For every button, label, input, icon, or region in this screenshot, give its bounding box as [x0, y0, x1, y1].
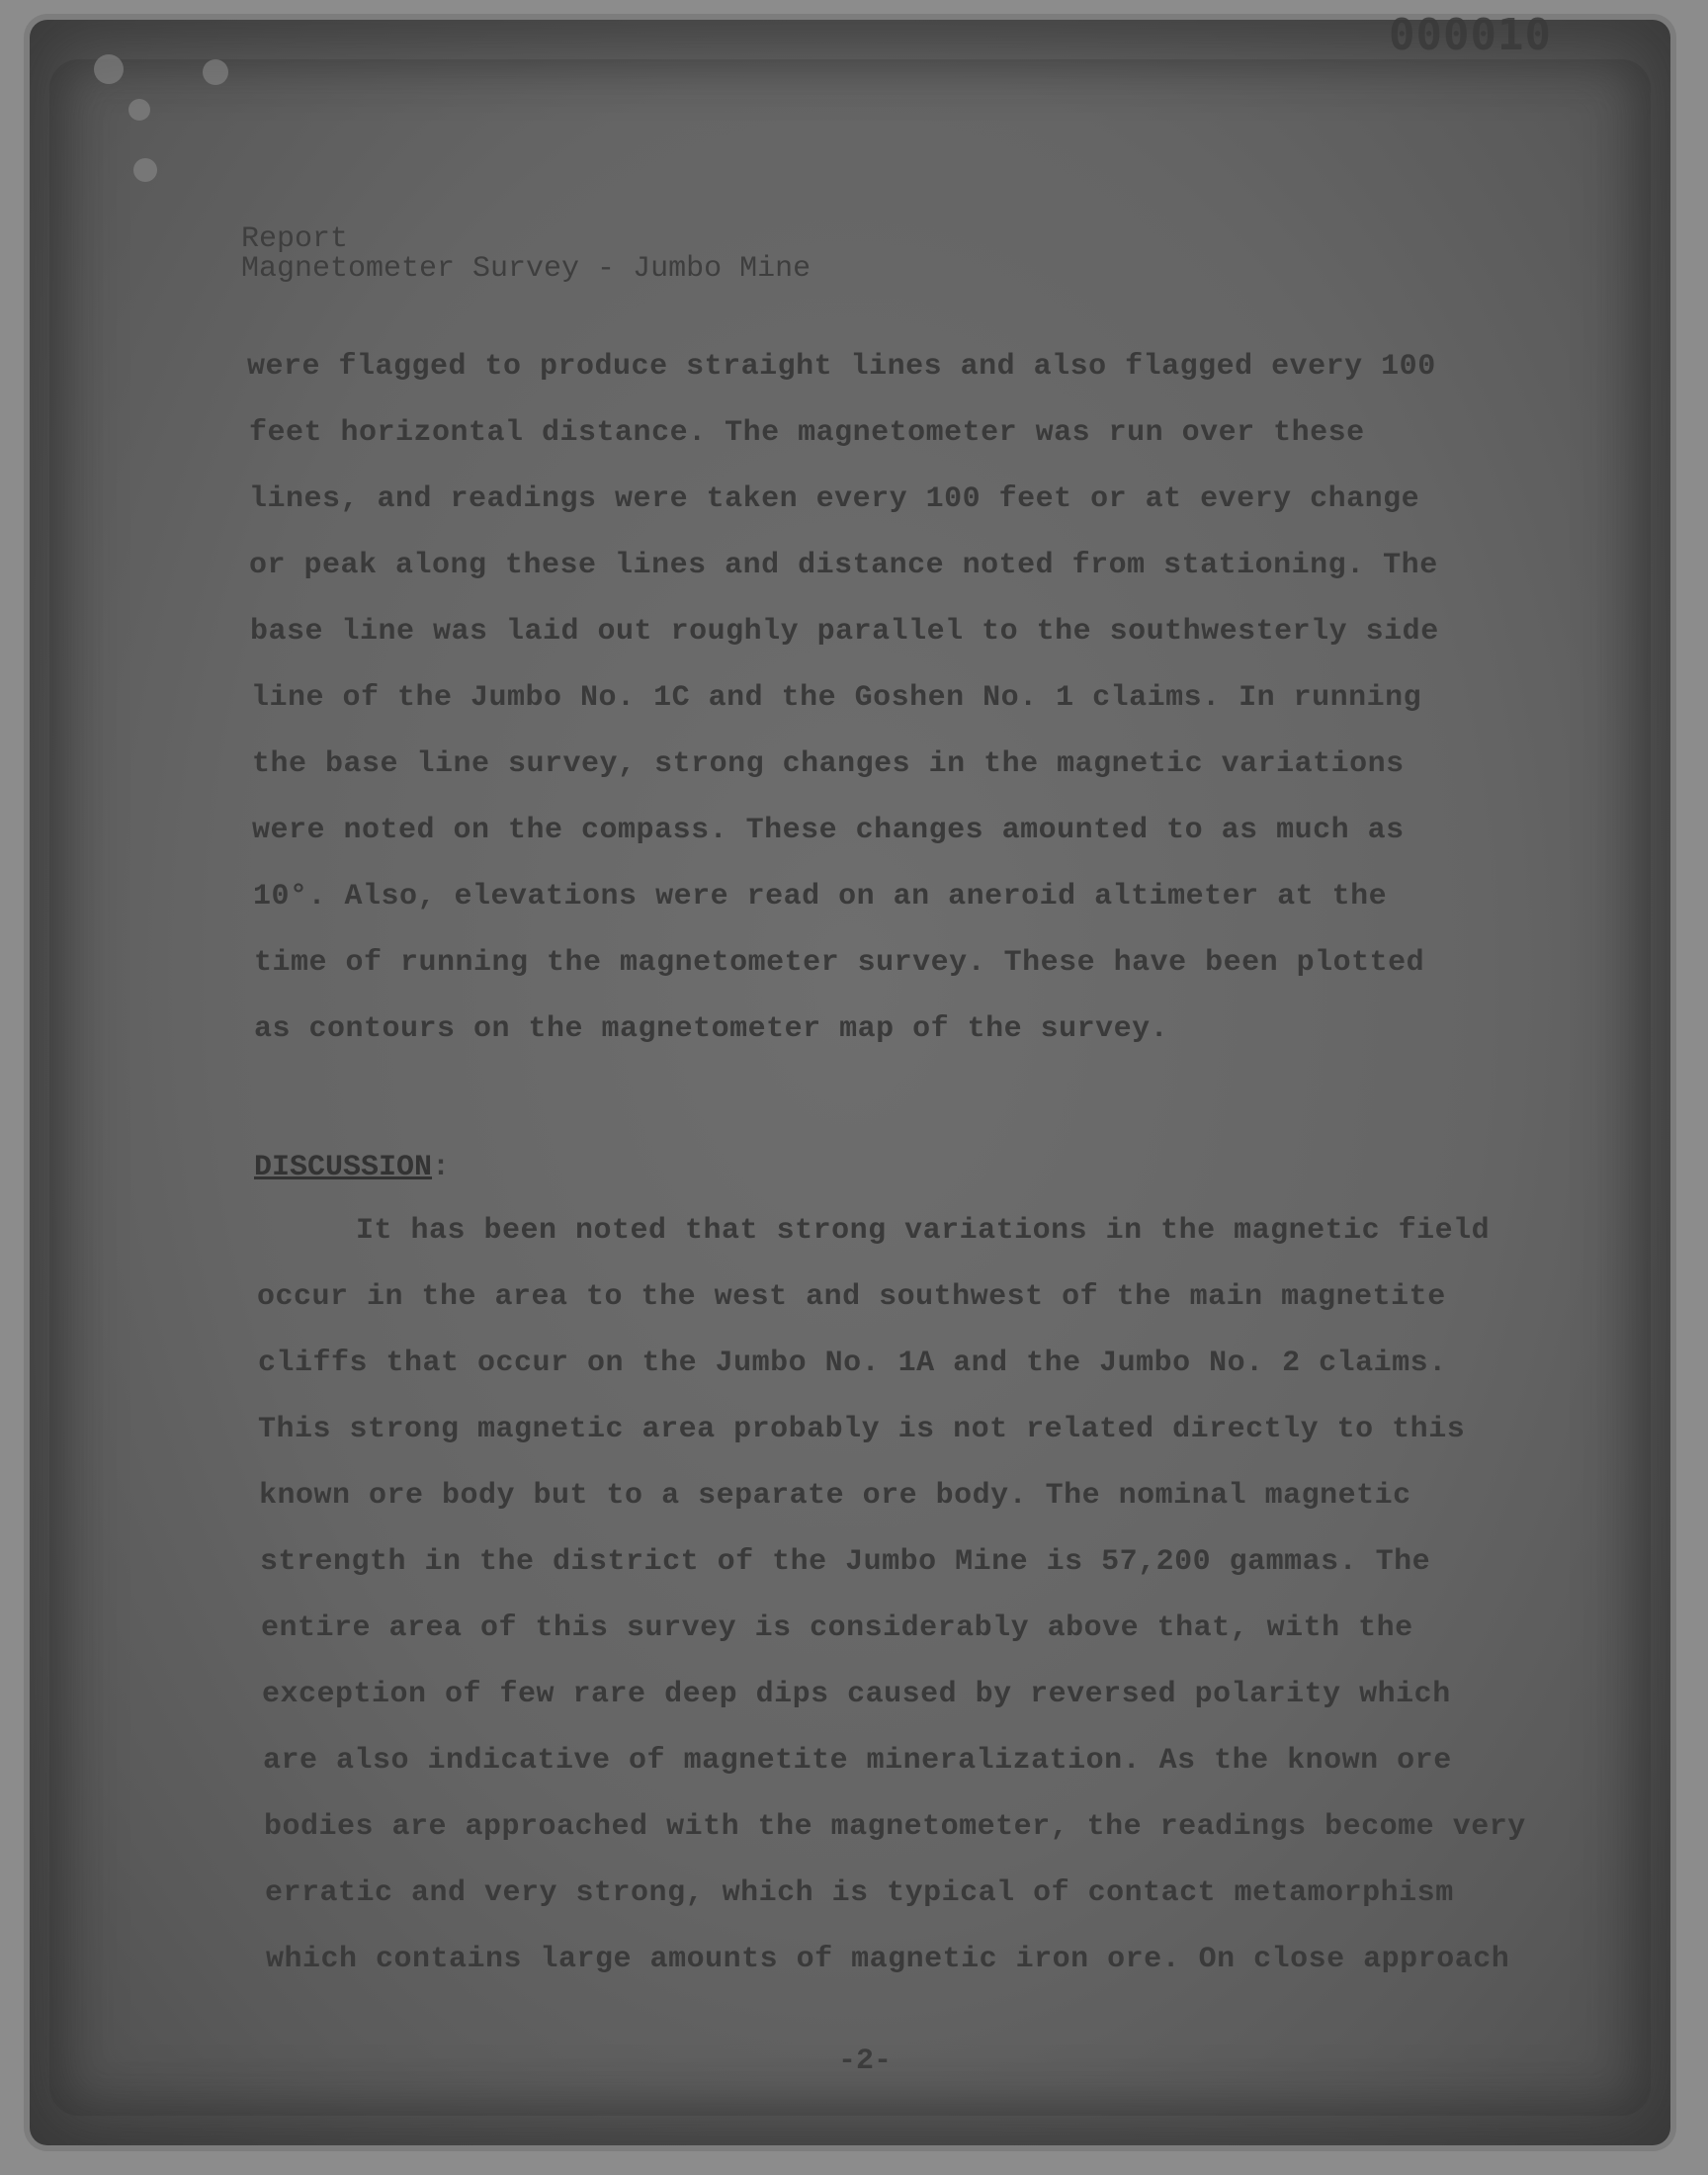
text-line: It has been noted that strong variations in the magnetic field [356, 1214, 1491, 1248]
text-line: feet horizontal distance. The magnetometer was run over these [249, 416, 1365, 450]
text-line: base line was laid out roughly parallel to the southwesterly side [250, 615, 1439, 649]
text-line: the base line survey, strong changes in the magnetic variations [252, 747, 1405, 781]
text-line: time of running the magnetometer survey. These have been plotted [254, 946, 1425, 980]
report-label: Report [241, 222, 349, 256]
text-line: are also indicative of magnetite mineralization. As the known ore [263, 1744, 1452, 1778]
stain-mark [94, 54, 124, 84]
document-stamp-number: 000010 [1389, 10, 1552, 60]
text-line: strength in the district of the Jumbo Mine is 57,200 gammas. The [260, 1545, 1431, 1579]
text-line: entire area of this survey is considerably above that, with the [261, 1611, 1413, 1645]
text-line: bodies are approached with the magnetometer, the readings become very [264, 1810, 1526, 1844]
text-line: were flagged to produce straight lines and also flagged every 100 [247, 350, 1436, 384]
stain-mark [128, 99, 150, 121]
text-line: known ore body but to a separate ore body. The nominal magnetic [259, 1479, 1411, 1513]
text-line: 10°. Also, elevations were read on an aneroid altimeter at the [253, 880, 1388, 914]
text-line: were noted on the compass. These changes amounted to as much as [252, 814, 1405, 847]
text-line: line of the Jumbo No. 1C and the Goshen No. 1 claims. In running [251, 681, 1422, 715]
stain-mark [203, 59, 228, 85]
text-line: exception of few rare deep dips caused by reversed polarity which [262, 1678, 1451, 1711]
text-line: lines, and readings were taken every 100 feet or at every change [249, 482, 1420, 516]
discussion-heading: DISCUSSION [254, 1151, 433, 1184]
text-line: occur in the area to the west and southwest of the main magnetite [257, 1280, 1446, 1314]
text-line: erratic and very strong, which is typical of contact metamorphism [265, 1876, 1454, 1910]
report-title: Magnetometer Survey - Jumbo Mine [241, 252, 811, 286]
discussion-heading-colon: : [432, 1151, 451, 1184]
stain-mark [133, 158, 157, 182]
text-line: This strong magnetic area probably is not related directly to this [258, 1413, 1466, 1446]
text-line: as contours on the magnetometer map of the survey. [254, 1012, 1169, 1046]
text-line: or peak along these lines and distance noted from stationing. The [249, 549, 1438, 582]
page-number: -2- [838, 2044, 893, 2078]
discussion-heading-row [254, 1151, 450, 1184]
text-line: which contains large amounts of magnetic iron ore. On close approach [266, 1943, 1510, 1976]
text-line: cliffs that occur on the Jumbo No. 1A and the Jumbo No. 2 claims. [258, 1347, 1447, 1380]
